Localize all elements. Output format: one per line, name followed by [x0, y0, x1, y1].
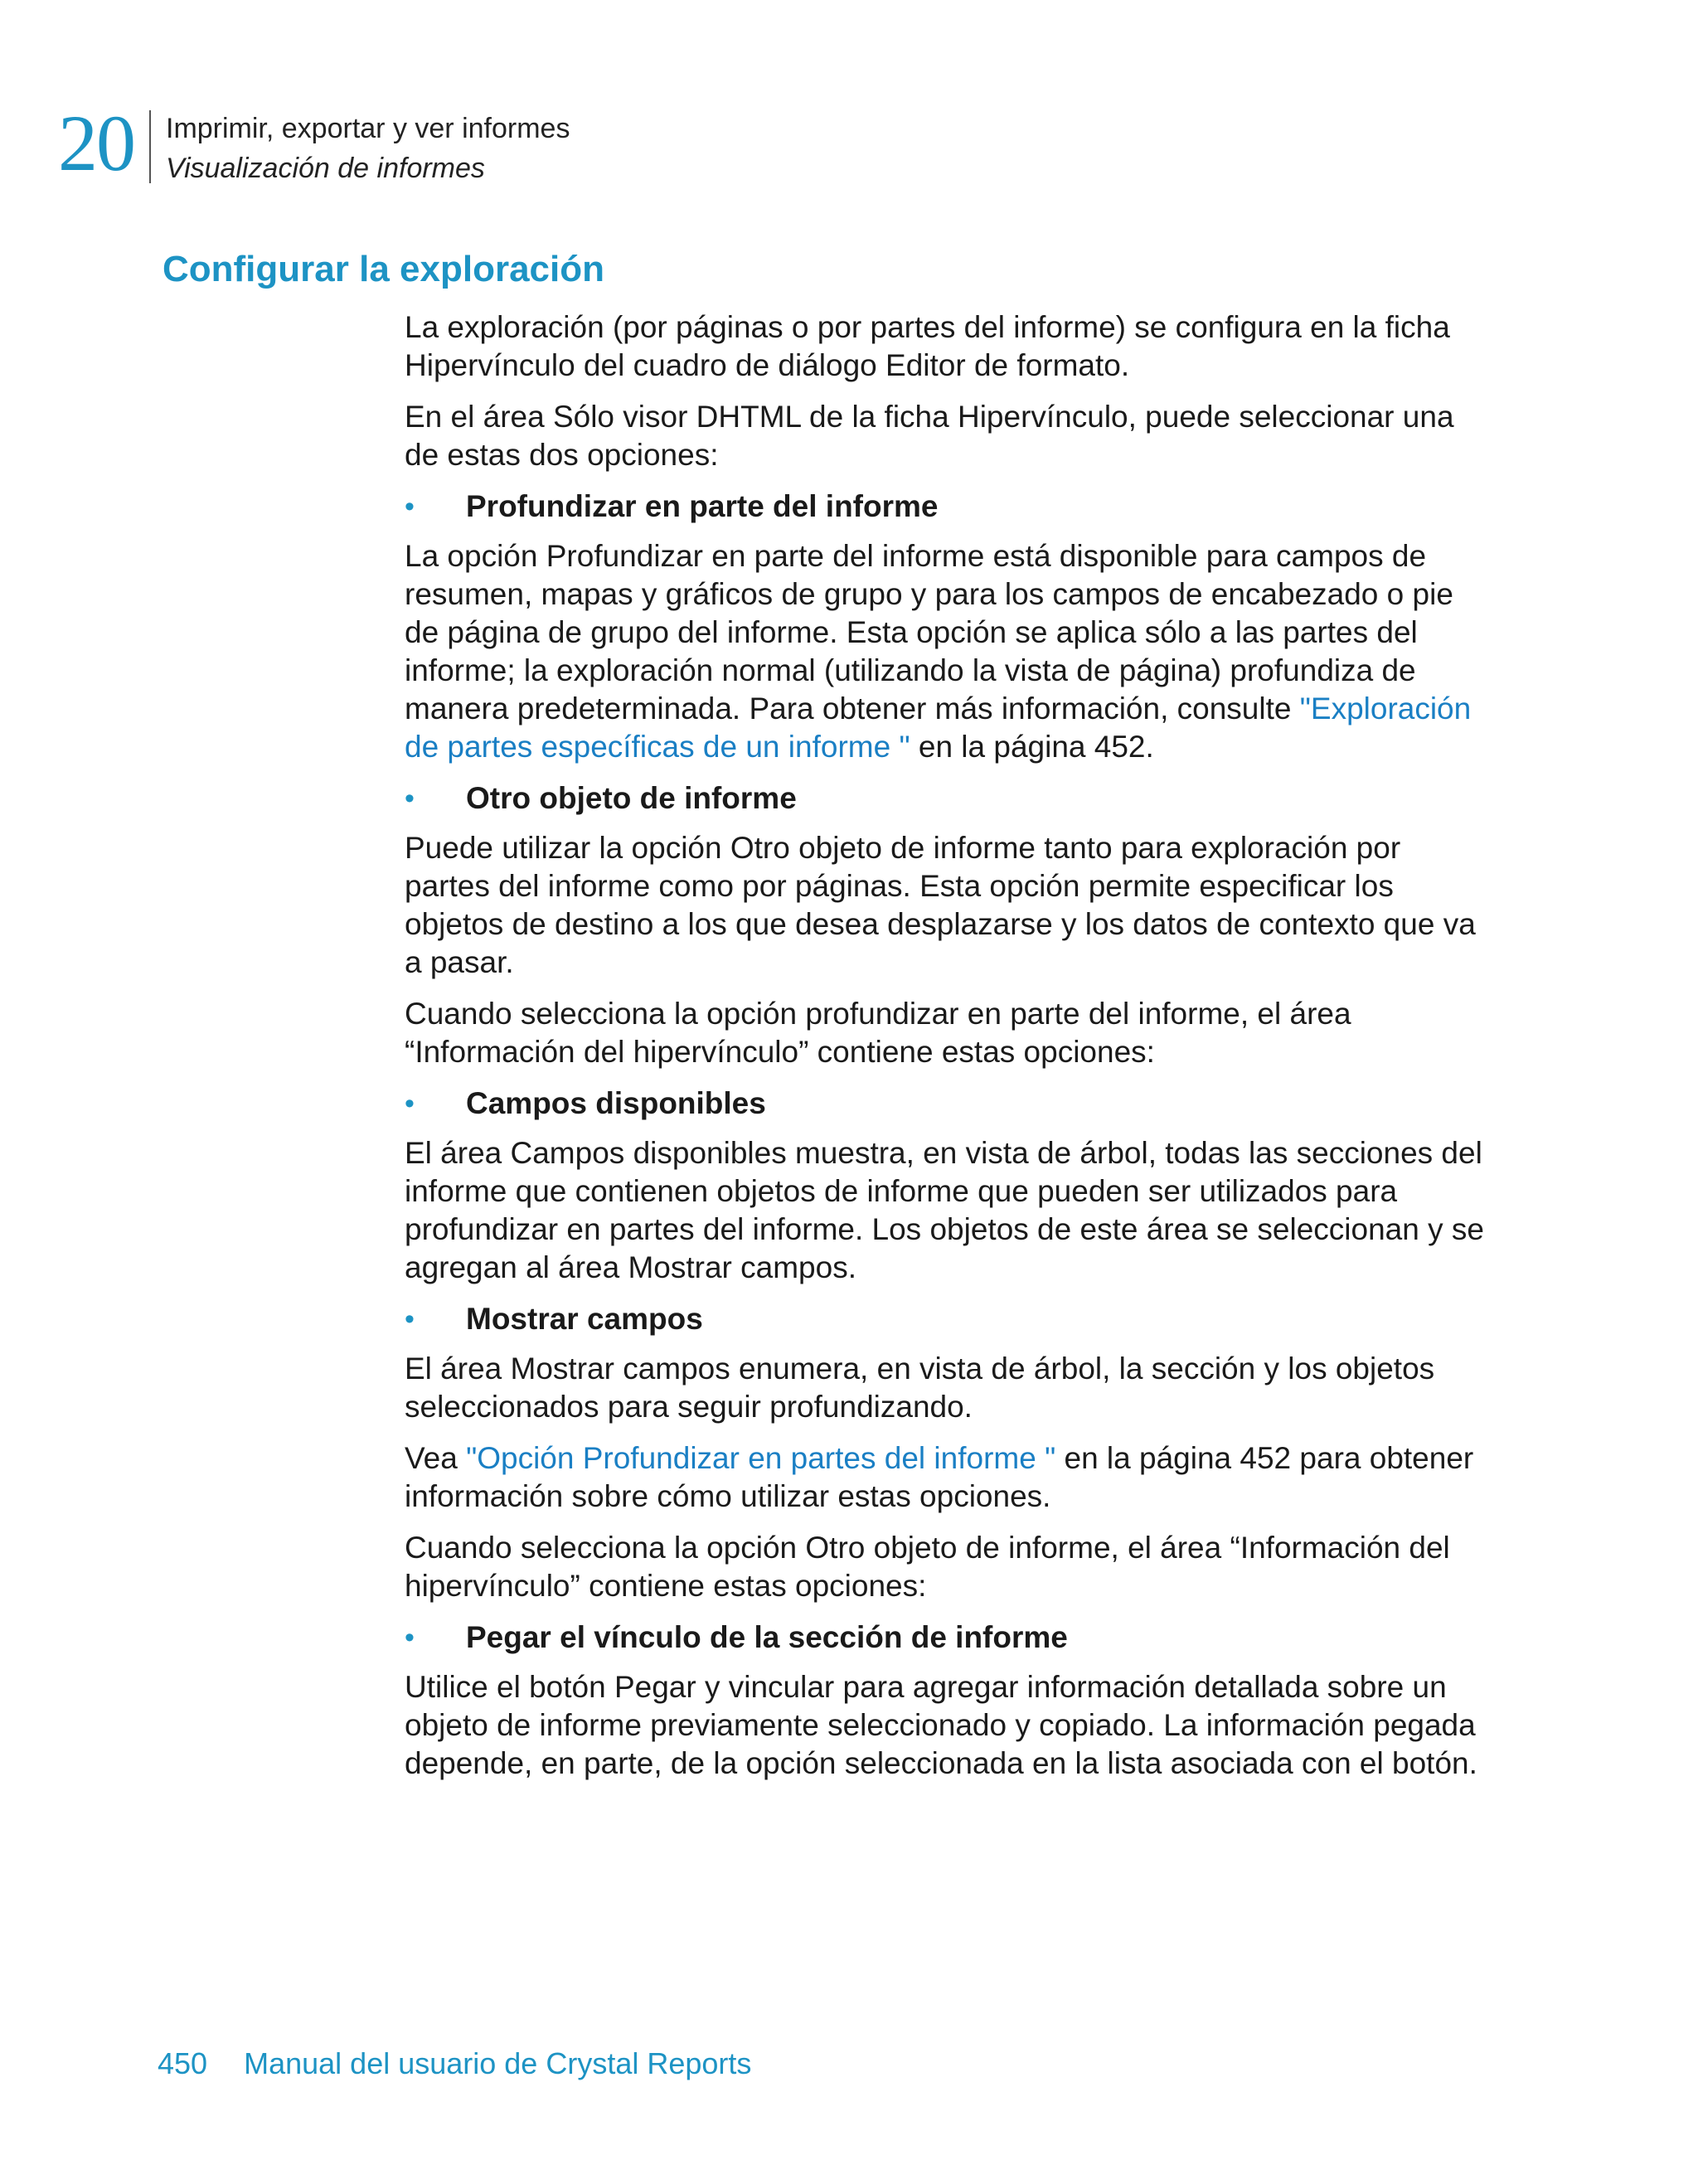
bullet-body: Puede utilizar la opción Otro objeto de informe tanto para exploración por partes del informe como por páginas. Esta opción permite especificar los objetos de destino a los que desea desplazarse y los datos de contexto que va a pasar. [405, 831, 1476, 979]
paragraph-drill-options: Cuando selecciona la opción profundizar en parte del informe, el área “Información del hipervínculo” contiene estas opciones: [405, 997, 1351, 1069]
bullet-item [405, 1085, 1491, 1123]
bullet-icon: • [405, 783, 415, 814]
bullet-icon: • [405, 1303, 415, 1335]
link-exploracion-partes[interactable]: "Exploración de partes específicas de un informe " [405, 692, 1472, 764]
bullet-body: Utilice el botón Pegar y vincular para agregar información detallada sobre un objeto de informe previamente seleccionado y copiado. La información pegada depende, en parte, de la opción seleccionada en la lista asociada con el botón. [405, 1670, 1477, 1780]
bullet-body: El área Mostrar campos enumera, en vista de árbol, la sección y los objetos seleccionados para seguir profundizando. [405, 1352, 1435, 1424]
paragraph-intro: La exploración (por páginas o por partes del informe) se configura en la ficha Hipervínculo del cuadro de diálogo Editor de formato. [405, 310, 1450, 382]
paragraph-text: en la página 452 para obtener información sobre cómo utilizar estas opciones. [405, 1441, 1474, 1513]
chapter-title: Imprimir, exportar y ver informes [166, 113, 570, 144]
footer-title: Manual del usuario de Crystal Reports [244, 2046, 752, 2080]
bullet-body-text: La opción Profundizar en parte del informe está disponible para campos de resumen, mapas y gráficos de grupo y para los campos de encabezado o pie de página de grupo del informe. Esta opción se aplica sólo a las partes del informe; la exploración normal (utilizando la vista de página) profundiza de manera predeterminada. Para obtener más información, consulte [405, 539, 1453, 726]
paragraph-see-also [405, 1439, 1491, 1516]
bullet-icon: • [405, 1622, 415, 1653]
page-header [58, 99, 804, 187]
bullet-title: Pegar el vínculo de la sección de informe [466, 1620, 1068, 1654]
section-subtitle: Visualización de informes [166, 153, 485, 184]
header-text [166, 109, 570, 188]
bullet-item [405, 779, 1491, 818]
section-title: Configurar la exploración [163, 249, 604, 289]
page-number: 450 [158, 2046, 208, 2080]
link-opcion-profundizar[interactable]: "Opción Profundizar en partes del informe " [466, 1441, 1056, 1475]
bullet-title: Profundizar en parte del informe [466, 489, 939, 523]
paragraph-other-object: Cuando selecciona la opción Otro objeto de informe, el área “Información del hipervínculo” contiene estas opciones: [405, 1531, 1450, 1603]
main-content [405, 308, 1491, 1796]
bullet-title: Campos disponibles [466, 1086, 766, 1120]
bullet-body-text: en la página 452. [910, 730, 1154, 764]
bullet-icon: • [405, 491, 415, 522]
bullet-item [405, 488, 1491, 526]
paragraph-text: Vea [405, 1441, 467, 1475]
paragraph-options: En el área Sólo visor DHTML de la ficha Hipervínculo, puede seleccionar una de estas dos opciones: [405, 400, 1454, 472]
bullet-body: El área Campos disponibles muestra, en vista de árbol, todas las secciones del informe que contienen objetos de informe que pueden ser utilizados para profundizar en partes del informe. Los objetos de este área se seleccionan y se agregan al área Mostrar campos. [405, 1136, 1484, 1284]
bullet-item [405, 1300, 1491, 1338]
bullet-body [405, 537, 1491, 766]
header-divider [149, 110, 151, 183]
page-footer [158, 2046, 751, 2081]
bullet-title: Otro objeto de informe [466, 781, 797, 815]
chapter-number: 20 [58, 99, 134, 187]
bullet-title: Mostrar campos [466, 1302, 703, 1336]
bullet-icon: • [405, 1088, 415, 1119]
bullet-item [405, 1619, 1491, 1657]
